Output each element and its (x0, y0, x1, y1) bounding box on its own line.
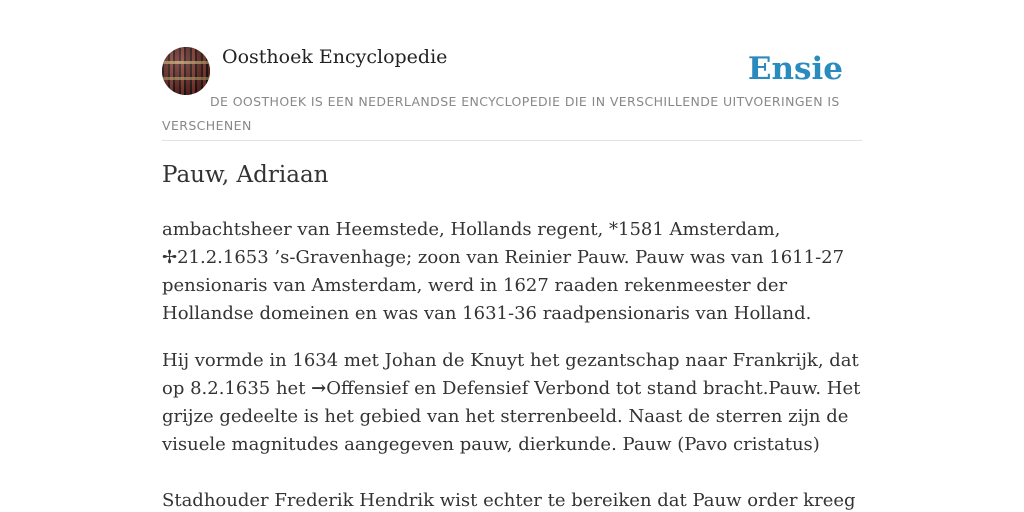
site-header (162, 0, 862, 141)
brand-logo[interactable]: Ensie (747, 51, 843, 87)
article-title: Pauw, Adriaan (162, 162, 329, 188)
site-avatar[interactable] (162, 47, 210, 95)
article-paragraph-3: Stadhouder Frederik Hendrik wist echter te bereiken dat Pauw order kreeg (162, 490, 856, 511)
paragraph-2-text-start: Hij vormde in 1634 met Johan de Knuyt het gezantschap naar Frankrijk, dat op 8.2.1635 het (162, 350, 859, 399)
paragraph-2-text-end: tot stand bracht.Pauw. Het grijze gedeelte is het gebied van het sterrenbeeld. Naast de sterren zijn de visuele magnitudes aangegeven pauw, dierkunde. Pauw (Pavo cristatus) (162, 378, 861, 455)
page (162, 0, 862, 512)
article-paragraph-2 (162, 347, 862, 459)
site-title[interactable]: Oosthoek Encyclopedie (222, 46, 448, 68)
link-text: Offensief en Defensief Verbond (326, 378, 611, 399)
article-paragraph-1: ambachtsheer van Heemstede, Hollands regent, *1581 Amsterdam, ✢21.2.1653 ’s-Gravenhage; zoon van Reinier Pauw. Pauw was van 1611-27 pensionaris van Amsterdam, werd in 1627 raaden rekenmeester der Hollandse domeinen en was van 1631-36 raadpensionaris van Holland. (162, 219, 845, 324)
link-arrow-icon: → (311, 378, 327, 399)
offensief-defensief-link[interactable] (311, 378, 610, 399)
site-tagline: DE OOSTHOEK IS EEN NEDERLANDSE ENCYCLOPEDIE DIE IN VERSCHILLENDE UITVOERINGEN IS VERSCHENEN (162, 94, 840, 133)
